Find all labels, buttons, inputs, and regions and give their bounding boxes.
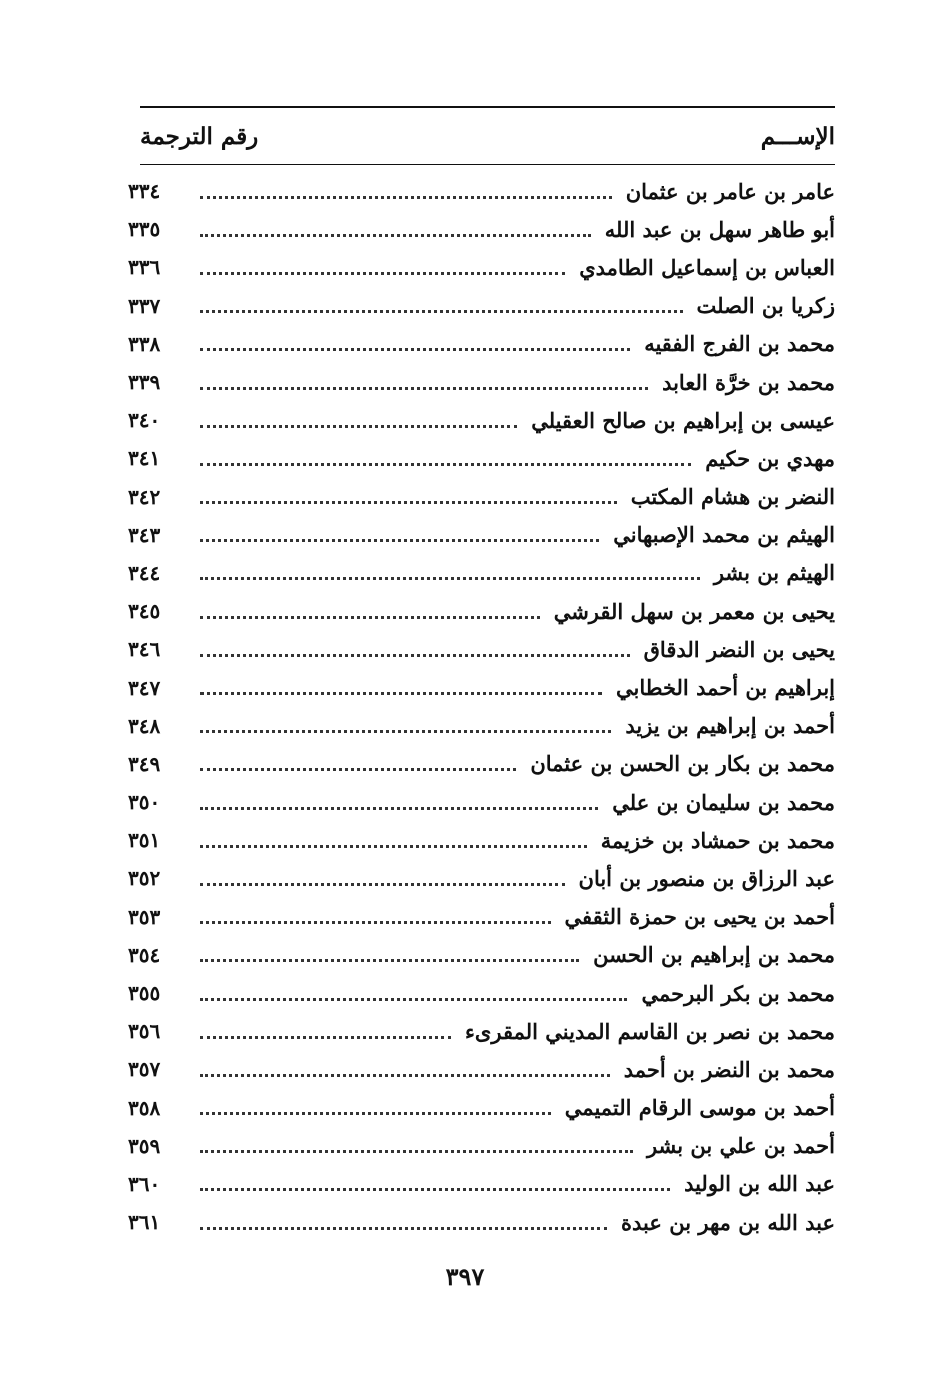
dot-leader	[200, 768, 516, 771]
dot-leader	[200, 921, 551, 924]
index-entry	[128, 248, 835, 286]
dot-leader	[200, 1227, 607, 1230]
dot-leader	[200, 807, 598, 810]
entry-name: الهيثم بن بشر	[713, 560, 835, 586]
dot-leader	[200, 425, 517, 428]
dot-leader	[200, 539, 599, 542]
dot-leader	[200, 883, 565, 886]
dot-leader	[200, 234, 591, 237]
entry-number: ٣٥٧	[128, 1057, 161, 1082]
entry-number: ٣٤٢	[128, 484, 161, 509]
dot-leader	[200, 348, 630, 351]
entry-number: ٣٣٤	[128, 179, 161, 204]
index-entry	[128, 516, 835, 554]
entry-number: ٣٥٨	[128, 1095, 161, 1120]
entry-number: ٣٥٢	[128, 866, 161, 891]
entry-number: ٣٤٥	[128, 599, 161, 624]
entry-name: أحمد بن إبراهيم بن يزيد	[625, 713, 835, 739]
dot-leader	[200, 692, 602, 695]
entry-name: محمد بن حمشاد بن خزيمة	[600, 827, 835, 853]
table-header	[140, 114, 835, 158]
dot-leader	[200, 463, 691, 466]
index-entry	[128, 668, 835, 706]
entry-number: ٣٣٨	[128, 331, 161, 356]
entry-name: أحمد بن علي بن بشر	[646, 1133, 835, 1159]
dot-leader	[200, 1188, 670, 1191]
dot-leader	[200, 959, 579, 962]
entry-name: أحمد بن موسى الرقام التميمي	[564, 1095, 835, 1121]
entry-name: عبد الله بن مهر بن عبدة	[621, 1209, 835, 1235]
entry-number: ٣٥٩	[128, 1133, 161, 1158]
index-list	[128, 172, 835, 1241]
entry-number: ٣٥٥	[128, 981, 161, 1006]
dot-leader	[200, 1150, 633, 1153]
entry-name: يحيى بن النضر الدقاق	[643, 636, 835, 662]
index-entry	[128, 1089, 835, 1127]
index-entry	[128, 859, 835, 897]
index-entry	[128, 210, 835, 248]
entry-name: أحمد بن يحيى بن حمزة الثقفي	[564, 904, 835, 930]
index-entry	[128, 707, 835, 745]
entry-name: الهيثم بن محمد الإصبهاني	[613, 522, 835, 548]
entry-name: محمد بن نصر بن القاسم المديني المقرىء	[465, 1018, 835, 1044]
index-entry	[128, 172, 835, 210]
entry-number: ٣٣٩	[128, 370, 161, 395]
dot-leader	[200, 310, 683, 313]
dot-leader	[200, 845, 587, 848]
entry-name: محمد بن النضر بن أحمد	[623, 1056, 835, 1082]
entry-number: ٣٦١	[128, 1210, 161, 1235]
number-column-label: رقم الترجمة	[140, 122, 259, 150]
entry-number: ٣٤٣	[128, 522, 161, 547]
header-rule	[140, 164, 835, 165]
entry-name: عامر بن عامر بن عثمان	[625, 178, 835, 204]
dot-leader	[200, 1074, 610, 1077]
entry-name: يحيى بن معمر بن سهل القرشي	[553, 598, 835, 624]
entry-number: ٣٤٤	[128, 560, 161, 585]
index-entry	[128, 898, 835, 936]
entry-number: ٣٣٦	[128, 255, 161, 280]
index-entry	[128, 1203, 835, 1241]
entry-name: زكريا بن الصلت	[696, 293, 835, 319]
entry-number: ٣٣٥	[128, 217, 161, 242]
entry-name: مهدي بن حكيم	[705, 445, 835, 471]
entry-name: محمد بن الفرج الفقيه	[644, 331, 835, 357]
dot-leader	[200, 1036, 451, 1039]
entry-name: أبو طاهر سهل بن عبد الله	[604, 216, 835, 242]
entry-number: ٣٣٧	[128, 293, 161, 318]
index-entry	[128, 287, 835, 325]
entry-name: العباس بن إسماعيل الطامدي	[579, 254, 835, 280]
entry-name: محمد بن خرَّة العابد	[662, 369, 835, 395]
entry-number: ٣٥٣	[128, 904, 161, 929]
entry-name: محمد بن بكر البرحمي	[641, 980, 835, 1006]
entry-name: محمد بن بكار بن الحسن بن عثمان	[530, 751, 835, 777]
index-entry	[128, 821, 835, 859]
index-entry	[128, 439, 835, 477]
index-entry	[128, 783, 835, 821]
entry-number: ٣٦٠	[128, 1171, 161, 1196]
dot-leader	[200, 616, 540, 619]
dot-leader	[200, 501, 617, 504]
entry-number: ٣٥٦	[128, 1019, 161, 1044]
page-number: ٣٩٧	[445, 1262, 485, 1291]
index-entry	[128, 592, 835, 630]
index-entry	[128, 974, 835, 1012]
entry-number: ٣٤١	[128, 446, 161, 471]
entry-number: ٣٤٧	[128, 675, 161, 700]
index-entry	[128, 478, 835, 516]
entry-number: ٣٤٠	[128, 408, 161, 433]
index-entry	[128, 1165, 835, 1203]
dot-leader	[200, 654, 630, 657]
dot-leader	[200, 730, 611, 733]
entry-number: ٣٤٨	[128, 713, 161, 738]
top-rule	[140, 106, 835, 108]
index-entry	[128, 401, 835, 439]
index-entry	[128, 1012, 835, 1050]
entry-name: محمد بن سليمان بن علي	[612, 789, 835, 815]
index-entry	[128, 325, 835, 363]
dot-leader	[200, 196, 612, 199]
entry-name: عبد الرزاق بن منصور بن أبان	[578, 865, 835, 891]
index-entry	[128, 936, 835, 974]
index-entry	[128, 1127, 835, 1165]
entry-name: عبد الله بن الوليد	[684, 1171, 835, 1197]
entry-name: عيسى بن إبراهيم بن صالح العقيلي	[531, 407, 835, 433]
entry-name: النضر بن هشام المكتب	[630, 484, 835, 510]
index-entry	[128, 554, 835, 592]
index-entry	[128, 745, 835, 783]
entry-number: ٣٥٤	[128, 942, 161, 967]
dot-leader	[200, 998, 627, 1001]
index-entry	[128, 630, 835, 668]
dot-leader	[200, 272, 565, 275]
entry-name: إبراهيم بن أحمد الخطابي	[616, 675, 835, 701]
entry-number: ٣٤٦	[128, 637, 161, 662]
name-column-label: الإســـم	[760, 122, 835, 150]
dot-leader	[200, 1112, 551, 1115]
index-entry	[128, 1050, 835, 1088]
entry-number: ٣٤٩	[128, 751, 161, 776]
dot-leader	[200, 577, 700, 580]
dot-leader	[200, 387, 648, 390]
entry-number: ٣٥٠	[128, 790, 161, 815]
entry-name: محمد بن إبراهيم بن الحسن	[593, 942, 835, 968]
entry-number: ٣٥١	[128, 828, 161, 853]
index-entry	[128, 363, 835, 401]
